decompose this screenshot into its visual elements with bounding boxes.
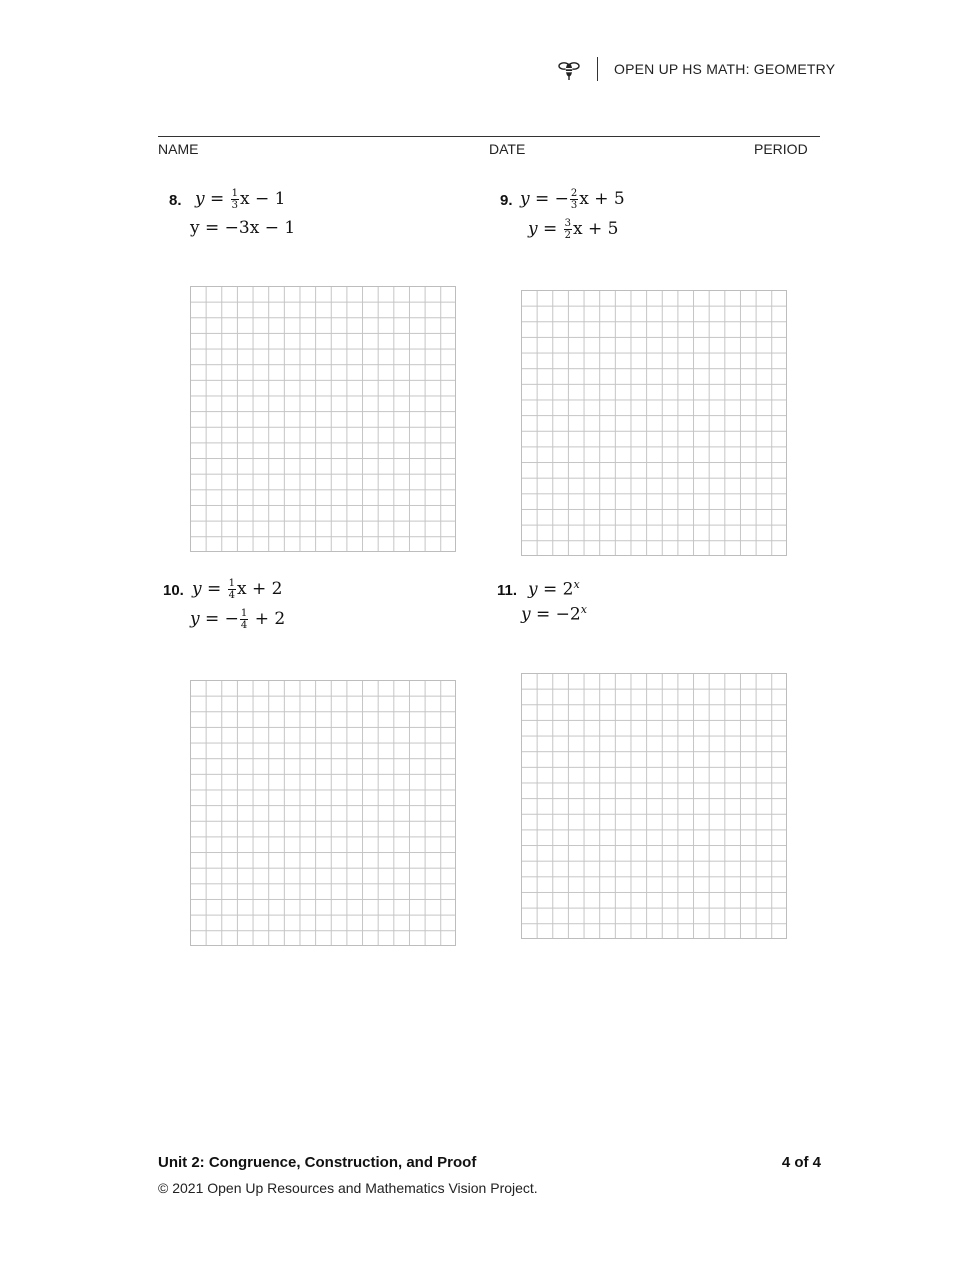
name-line bbox=[158, 136, 820, 137]
problem-9-graph-grid[interactable] bbox=[521, 290, 787, 556]
problem-10-equation-1: y = $\frac{1}{4}$ x + 2 bbox=[192, 578, 283, 601]
problem-8-equation-2: y = −3x − 1 bbox=[190, 218, 296, 238]
header-title: OPEN UP HS MATH: GEOMETRY bbox=[614, 61, 836, 77]
name-label: NAME bbox=[158, 141, 199, 157]
problem-11-equation-2: $y = -2^x$ bbox=[521, 603, 587, 625]
problem-10-equation-2: y = − $\frac{1}{4}$ + 2 bbox=[190, 608, 286, 631]
problem-8-number: 8. bbox=[169, 192, 182, 209]
problem-11-number: 11. bbox=[497, 582, 518, 599]
period-label: PERIOD bbox=[754, 141, 808, 157]
problem-10-graph-grid[interactable] bbox=[190, 680, 456, 946]
footer-page-number: 4 of 4 bbox=[781, 1154, 821, 1171]
problem-9-equation-1: y = − $\frac{2}{3}$ x + 5 bbox=[520, 188, 625, 211]
problem-8-graph-grid[interactable] bbox=[190, 286, 456, 552]
header-divider bbox=[597, 57, 598, 81]
problem-10-number: 10. bbox=[163, 582, 184, 599]
footer-unit-title: Unit 2: Congruence, Construction, and Proof bbox=[158, 1154, 477, 1171]
problem-11-equation-1: $y = 2^x$ bbox=[528, 578, 580, 600]
problem-8-equation-1: y = $\frac{1}{3}$ x − 1 bbox=[195, 188, 286, 211]
date-label: DATE bbox=[489, 141, 526, 157]
problem-9-equation-2: y = $\frac{3}{2}$ x + 5 bbox=[528, 218, 619, 241]
bee-logo-icon bbox=[557, 57, 581, 81]
footer-copyright: © 2021 Open Up Resources and Mathematics Vision Project. bbox=[158, 1180, 538, 1196]
problem-9-number: 9. bbox=[500, 192, 513, 209]
problem-11-graph-grid[interactable] bbox=[521, 673, 787, 939]
